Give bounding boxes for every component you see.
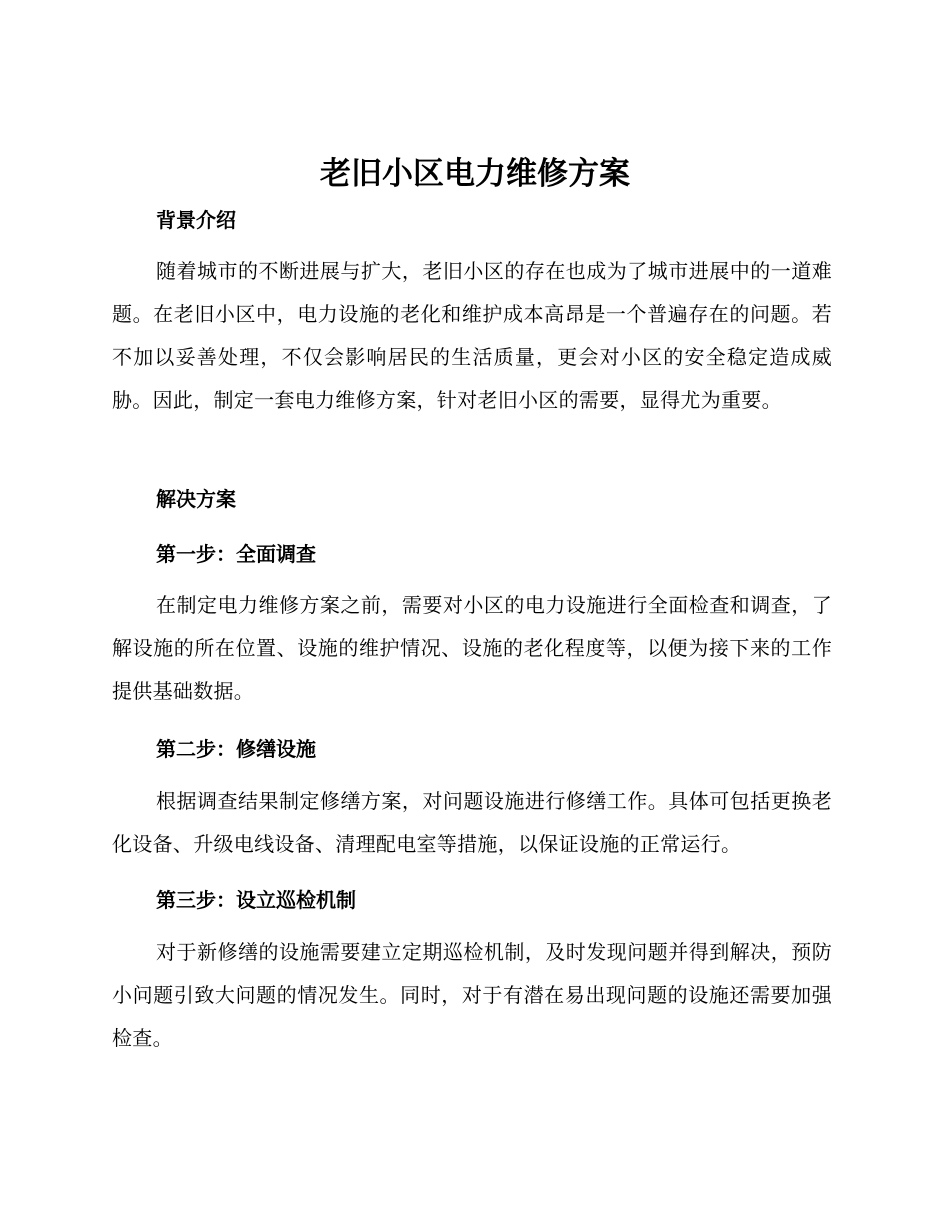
- section-heading-step-one: 第一步：全面调查: [156, 542, 316, 566]
- section-heading-step-two: 第二步：修缮设施: [156, 737, 316, 761]
- document-title: 老旧小区电力维修方案: [320, 156, 630, 192]
- paragraph-background: 随着城市的不断进展与扩大，老旧小区的存在也成为了城市进展中的一道难题。在老旧小区中，电力设施的老化和维护成本高昂是一个普遍存在的问题。若不加以妥善处理，不仅会影响居民的生活质量，更会对小区的安全稳定造成威胁。因此，制定一套电力维修方案，针对老旧小区的需要，显得尤为重要。: [112, 259, 832, 412]
- section-heading-step-three: 第三步：设立巡检机制: [156, 888, 356, 912]
- paragraph-step-two: 根据调查结果制定修缮方案，对问题设施进行修缮工作。具体可包括更换老化设备、升级电线设备、清理配电室等措施，以保证设施的正常运行。: [112, 789, 832, 856]
- section-heading-background: 背景介绍: [156, 208, 236, 232]
- paragraph-step-one: 在制定电力维修方案之前，需要对小区的电力设施进行全面检查和调查，了解设施的所在位置、设施的维护情况、设施的老化程度等，以便为接下来的工作提供基础数据。: [112, 593, 832, 703]
- paragraph-step-three: 对于新修缮的设施需要建立定期巡检机制，及时发现问题并得到解决，预防小问题引致大问题的情况发生。同时，对于有潜在易出现问题的设施还需要加强检查。: [112, 940, 832, 1050]
- section-heading-solution: 解决方案: [156, 487, 236, 511]
